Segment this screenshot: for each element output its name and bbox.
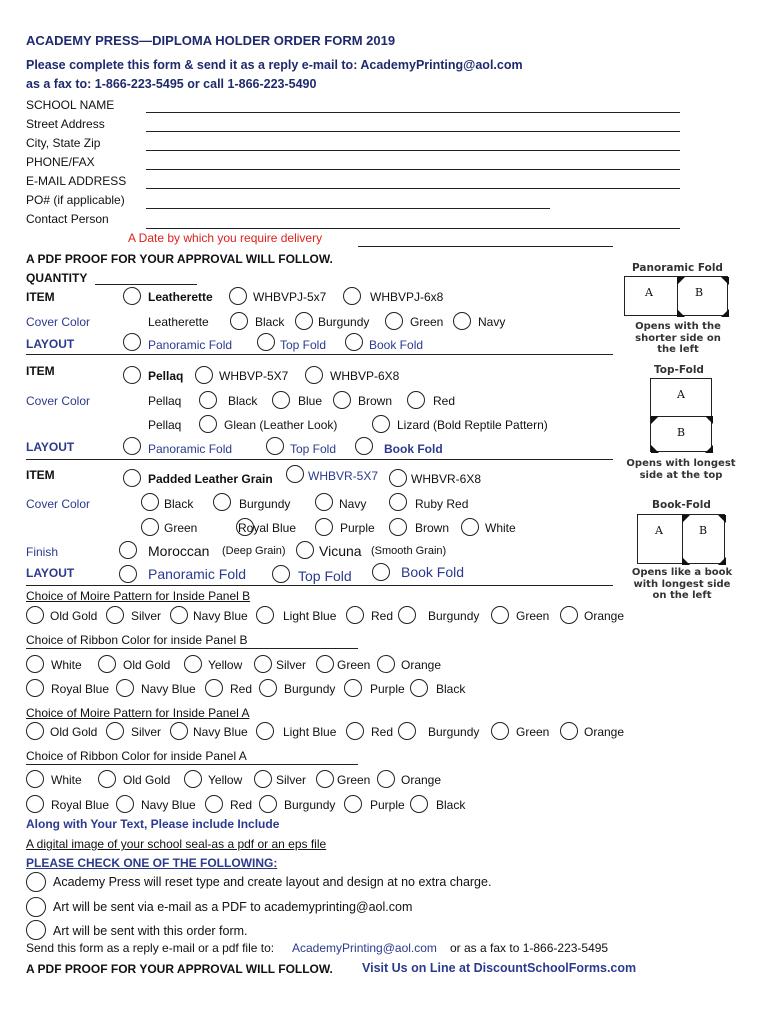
layout-label: LAYOUT	[26, 337, 75, 351]
city-label: City, State Zip	[26, 136, 101, 150]
leatherette-name: Leatherette	[148, 290, 213, 304]
radio-ribbon-a-red[interactable]	[205, 795, 223, 813]
radio-ribbon-b-oldgold[interactable]	[98, 655, 116, 673]
radio-padded-black[interactable]	[141, 493, 159, 511]
radio-ribbon-a-orange[interactable]	[377, 770, 395, 788]
visit-link[interactable]: Visit Us on Line at DiscountSchoolForms.com	[362, 961, 637, 975]
radio-leatherette-panoramic[interactable]	[123, 333, 141, 351]
option-label: Navy Blue	[193, 609, 248, 623]
color-label: Black	[228, 394, 258, 408]
color-label: White	[485, 521, 516, 535]
radio-leatherette-black[interactable]	[230, 312, 248, 330]
radio-padded-brown[interactable]	[389, 518, 407, 536]
radio-ribbon-a-black[interactable]	[410, 795, 428, 813]
title-underline	[26, 764, 358, 765]
radio-padded-panoramic[interactable]	[119, 565, 137, 583]
radio-pellaq-panoramic[interactable]	[123, 437, 141, 455]
school-name-label: SCHOOL NAME	[26, 98, 115, 112]
panoramic-caption: Opens with the shorter side on the left	[635, 321, 721, 355]
option-label: White	[51, 773, 82, 787]
option-label: White	[51, 658, 82, 672]
radio-whbvpj-6x8[interactable]	[343, 287, 361, 305]
padded-sku1: WHBVR-5X7	[308, 469, 379, 483]
radio-ribbon-b-orange[interactable]	[377, 655, 395, 673]
option-label: Old Gold	[50, 609, 98, 623]
email-label: E-MAIL ADDRESS	[26, 174, 127, 188]
email-field[interactable]	[146, 188, 680, 189]
radio-art-with-form[interactable]	[26, 920, 46, 940]
finish-vicuna-note: (Smooth Grain)	[371, 545, 447, 557]
school-name-field[interactable]	[146, 112, 680, 113]
option-label: Yellow	[208, 773, 243, 787]
option-label: Navy Blue	[141, 682, 196, 696]
option-label: Royal Blue	[51, 798, 110, 812]
topfold-diagram	[650, 378, 712, 452]
item-label: ITEM	[26, 364, 55, 378]
radio-padded-topfold[interactable]	[272, 565, 290, 583]
option-label: Navy Blue	[193, 725, 248, 739]
contact-label: Contact Person	[26, 212, 109, 226]
radio-ribbon-a-navyblue[interactable]	[116, 795, 134, 813]
color-label: Navy	[339, 497, 367, 511]
radio-whbvp-6x8[interactable]	[305, 366, 323, 384]
radio-padded[interactable]	[123, 469, 141, 487]
radio-pellaq-blue[interactable]	[272, 391, 290, 409]
radio-moire-a-orange[interactable]	[560, 722, 578, 740]
ribbon-a-title: Choice of Ribbon Color for inside Panel A	[26, 749, 247, 763]
pellaq-prefix: Pellaq	[148, 394, 182, 408]
finish-label: Finish	[26, 545, 59, 559]
quantity-label: QUANTITY	[26, 271, 88, 285]
radio-finish-moroccan[interactable]	[119, 541, 137, 559]
option-label: Light Blue	[283, 609, 337, 623]
finish-vicuna-label: Vicuna	[319, 543, 362, 559]
option-label: Old Gold	[50, 725, 98, 739]
layout-top-label: Top Fold	[290, 442, 337, 456]
option-label: Silver	[131, 725, 162, 739]
option-label: Red	[371, 609, 394, 623]
radio-pellaq-bookfold[interactable]	[355, 437, 373, 455]
delivery-date-label: A Date by which you require delivery	[128, 231, 323, 245]
contact-field[interactable]	[146, 228, 680, 229]
option-label: Orange	[584, 725, 625, 739]
pellaq-name: Pellaq	[148, 369, 184, 383]
proof-note: A PDF PROOF FOR YOUR APPROVAL WILL FOLLOW.	[26, 252, 333, 266]
color-label: Green	[410, 315, 444, 329]
color-label: Ruby Red	[415, 497, 469, 511]
moire-a-title: Choice of Moire Pattern for Inside Panel A	[26, 706, 250, 720]
section-divider	[26, 585, 613, 586]
color-label: Burgundy	[318, 315, 370, 329]
option-label: Orange	[401, 658, 442, 672]
layout-label: LAYOUT	[26, 566, 75, 580]
panel-a-label: A	[645, 286, 653, 299]
radio-moire-b-orange[interactable]	[560, 606, 578, 624]
radio-ribbon-a-purple[interactable]	[344, 795, 362, 813]
color-label: Lizard (Bold Reptile Pattern)	[397, 418, 548, 432]
option-label: Silver	[276, 658, 307, 672]
option-label: Burgundy	[284, 682, 336, 696]
color-label: Glean (Leather Look)	[224, 418, 338, 432]
option-reset-type: Academy Press will reset type and create layout and design at no extra charge.	[53, 875, 492, 889]
pellaq-prefix: Pellaq	[148, 418, 182, 432]
color-label: Green	[164, 521, 198, 535]
radio-padded-green[interactable]	[141, 518, 159, 536]
radio-ribbon-a-green[interactable]	[316, 770, 334, 788]
radio-ribbon-b-yellow[interactable]	[184, 655, 202, 673]
option-label: Green	[516, 725, 550, 739]
layout-book-label: Book Fold	[369, 338, 424, 352]
option-label: Navy Blue	[141, 798, 196, 812]
ribbon-b-title: Choice of Ribbon Color for inside Panel B	[26, 633, 248, 647]
radio-pellaq-topfold[interactable]	[266, 437, 284, 455]
leatherette-color-prefix: Leatherette	[148, 315, 209, 329]
radio-moire-b-lightblue[interactable]	[256, 606, 274, 624]
radio-pellaq-red[interactable]	[407, 391, 425, 409]
panel-b-label: B	[677, 426, 686, 439]
option-label: Red	[371, 725, 394, 739]
finish-moroccan-label: Moroccan	[148, 543, 210, 559]
send-email-link[interactable]: AcademyPrinting@aol.com	[292, 941, 437, 955]
send-fax: or as a fax to 1-866-223-5495	[450, 941, 609, 955]
footer-proof: A PDF PROOF FOR YOUR APPROVAL WILL FOLLOW.	[26, 962, 333, 976]
panoramic-diagram	[624, 276, 728, 316]
radio-whbvp-5x7[interactable]	[195, 366, 213, 384]
radio-ribbon-b-black[interactable]	[410, 679, 428, 697]
phone-label: PHONE/FAX	[26, 155, 95, 169]
topfold-diagram-title: Top-Fold	[654, 364, 704, 376]
seal-note: A digital image of your school seal-as a pdf or an eps file	[26, 837, 327, 851]
radio-moire-b-navyblue[interactable]	[170, 606, 188, 624]
radio-leatherette-bookfold[interactable]	[345, 333, 363, 351]
bookfold-diagram-title: Book-Fold	[652, 499, 711, 511]
topfold-caption: Opens with longest side at the top	[626, 458, 736, 481]
text-heading: Along with Your Text, Please include Include	[26, 817, 280, 831]
check-heading: PLEASE CHECK ONE OF THE FOLLOWING:	[26, 856, 278, 870]
radio-pellaq-lizard[interactable]	[372, 415, 390, 433]
color-label: Black	[255, 315, 285, 329]
option-label: Red	[230, 682, 253, 696]
po-label: PO# (if applicable)	[26, 193, 125, 207]
radio-ribbon-b-white[interactable]	[26, 655, 44, 673]
cover-color-label: Cover Color	[26, 497, 91, 511]
radio-leatherette-topfold[interactable]	[257, 333, 275, 351]
color-label: Royal Blue	[238, 521, 297, 535]
cover-color-label: Cover Color	[26, 315, 91, 329]
option-label: Orange	[584, 609, 625, 623]
radio-pellaq-black[interactable]	[199, 391, 217, 409]
leatherette-sku2: WHBVPJ-6x8	[370, 290, 444, 304]
radio-moire-b-burgundy[interactable]	[398, 606, 416, 624]
radio-moire-a-oldgold[interactable]	[26, 722, 44, 740]
radio-ribbon-b-silver[interactable]	[254, 655, 272, 673]
option-label: Green	[516, 609, 550, 623]
layout-top-label: Top Fold	[298, 568, 352, 584]
radio-padded-burgundy[interactable]	[213, 493, 231, 511]
layout-label: LAYOUT	[26, 440, 75, 454]
option-label: Old Gold	[123, 658, 171, 672]
color-label: Blue	[298, 394, 323, 408]
radio-ribbon-a-oldgold[interactable]	[98, 770, 116, 788]
radio-ribbon-a-royalblue[interactable]	[26, 795, 44, 813]
item-label: ITEM	[26, 468, 55, 482]
radio-ribbon-b-purple[interactable]	[344, 679, 362, 697]
option-label: Silver	[276, 773, 307, 787]
option-label: Burgundy	[284, 798, 336, 812]
panel-a-label: A	[677, 388, 685, 401]
radio-whbvr-5x7[interactable]	[286, 465, 304, 483]
padded-name: Padded Leather Grain	[148, 472, 273, 486]
panel-b-label: B	[699, 524, 708, 537]
panel-b-label: B	[695, 286, 704, 299]
radio-padded-white[interactable]	[461, 518, 479, 536]
option-label: Old Gold	[123, 773, 171, 787]
option-label: Purple	[370, 682, 405, 696]
option-label: Orange	[401, 773, 442, 787]
radio-ribbon-b-burgundy[interactable]	[259, 679, 277, 697]
section-divider	[26, 459, 613, 460]
radio-padded-bookfold[interactable]	[372, 563, 390, 581]
form-title: ACADEMY PRESS—DIPLOMA HOLDER ORDER FORM 2019	[26, 33, 396, 48]
radio-moire-a-silver[interactable]	[106, 722, 124, 740]
radio-whbvr-6x8[interactable]	[389, 469, 407, 487]
color-label: Brown	[415, 521, 450, 535]
radio-ribbon-b-green[interactable]	[316, 655, 334, 673]
radio-whbvpj-5x7[interactable]	[229, 287, 247, 305]
radio-ribbon-a-burgundy[interactable]	[259, 795, 277, 813]
option-label: Green	[337, 773, 371, 787]
option-label: Red	[230, 798, 253, 812]
padded-sku2: WHBVR-6X8	[411, 472, 482, 486]
option-label: Light Blue	[283, 725, 337, 739]
option-label: Royal Blue	[51, 682, 110, 696]
instructions-line1: Please complete this form & send it as a reply e-mail to: AcademyPrinting@aol.com	[26, 58, 523, 72]
radio-finish-vicuna[interactable]	[296, 541, 314, 559]
radio-pellaq-glean[interactable]	[199, 415, 217, 433]
street-field[interactable]	[146, 131, 680, 132]
color-label: Navy	[478, 315, 506, 329]
title-underline	[26, 648, 358, 649]
radio-pellaq[interactable]	[123, 366, 141, 384]
radio-moire-a-green[interactable]	[491, 722, 509, 740]
radio-ribbon-a-white[interactable]	[26, 770, 44, 788]
radio-art-email[interactable]	[26, 897, 46, 917]
radio-moire-b-oldgold[interactable]	[26, 606, 44, 624]
radio-leatherette-burgundy[interactable]	[295, 312, 313, 330]
radio-padded-rubyred[interactable]	[389, 493, 407, 511]
bookfold-caption: Opens like a book with longest side on the left	[631, 567, 733, 601]
option-label: Black	[436, 682, 466, 696]
radio-ribbon-b-navyblue[interactable]	[116, 679, 134, 697]
leatherette-sku1: WHBVPJ-5x7	[253, 290, 327, 304]
bookfold-diagram	[637, 514, 725, 564]
radio-moire-b-green[interactable]	[491, 606, 509, 624]
radio-ribbon-a-silver[interactable]	[254, 770, 272, 788]
option-label: Silver	[131, 609, 162, 623]
option-art-email: Art will be sent via e-mail as a PDF to academyprinting@aol.com	[53, 900, 413, 914]
radio-moire-b-red[interactable]	[346, 606, 364, 624]
layout-panoramic-label: Panoramic Fold	[148, 338, 233, 352]
panoramic-diagram-title: Panoramic Fold	[632, 262, 723, 274]
radio-ribbon-b-red[interactable]	[205, 679, 223, 697]
finish-moroccan-note: (Deep Grain)	[222, 545, 286, 557]
cover-color-label: Cover Color	[26, 394, 91, 408]
layout-top-label: Top Fold	[280, 338, 327, 352]
color-label: Black	[164, 497, 194, 511]
layout-book-label: Book Fold	[401, 564, 465, 580]
radio-padded-navy[interactable]	[315, 493, 333, 511]
color-label: Purple	[340, 521, 375, 535]
color-label: Brown	[358, 394, 393, 408]
radio-moire-a-red[interactable]	[346, 722, 364, 740]
radio-moire-a-burgundy[interactable]	[398, 722, 416, 740]
option-label: Burgundy	[428, 725, 480, 739]
pellaq-sku2: WHBVP-6X8	[330, 369, 400, 383]
layout-panoramic-label: Panoramic Fold	[148, 566, 247, 582]
moire-b-title: Choice of Moire Pattern for Inside Panel B	[26, 589, 251, 603]
send-prefix: Send this form as a reply e-mail or a pdf file to:	[26, 941, 275, 955]
layout-panoramic-label: Panoramic Fold	[148, 442, 233, 456]
radio-pellaq-brown[interactable]	[333, 391, 351, 409]
option-label: Burgundy	[428, 609, 480, 623]
radio-ribbon-b-royalblue[interactable]	[26, 679, 44, 697]
po-field[interactable]	[146, 208, 550, 209]
phone-field[interactable]	[146, 169, 680, 170]
option-label: Purple	[370, 798, 405, 812]
radio-leatherette-navy[interactable]	[453, 312, 471, 330]
radio-reset-type[interactable]	[26, 872, 46, 892]
street-label: Street Address	[26, 117, 105, 131]
quantity-field[interactable]	[95, 284, 197, 285]
panel-a-label: A	[655, 524, 663, 537]
option-label: Yellow	[208, 658, 243, 672]
section-divider	[26, 354, 613, 355]
radio-moire-b-silver[interactable]	[106, 606, 124, 624]
radio-moire-a-lightblue[interactable]	[256, 722, 274, 740]
delivery-date-field[interactable]	[358, 246, 613, 247]
item-label: ITEM	[26, 290, 55, 304]
option-art-with-form: Art will be sent with this order form.	[53, 924, 248, 938]
radio-ribbon-a-yellow[interactable]	[184, 770, 202, 788]
radio-leatherette[interactable]	[123, 287, 141, 305]
city-field[interactable]	[146, 150, 680, 151]
instructions-line2: as a fax to: 1-866-223-5495 or call 1-866-223-5490	[26, 77, 317, 91]
pellaq-sku1: WHBVP-5X7	[219, 369, 289, 383]
layout-book-label: Book Fold	[384, 442, 443, 456]
option-label: Green	[337, 658, 371, 672]
radio-leatherette-green[interactable]	[385, 312, 403, 330]
option-label: Black	[436, 798, 466, 812]
color-label: Red	[433, 394, 456, 408]
color-label: Burgundy	[239, 497, 291, 511]
radio-moire-a-navyblue[interactable]	[170, 722, 188, 740]
radio-padded-purple[interactable]	[315, 518, 333, 536]
